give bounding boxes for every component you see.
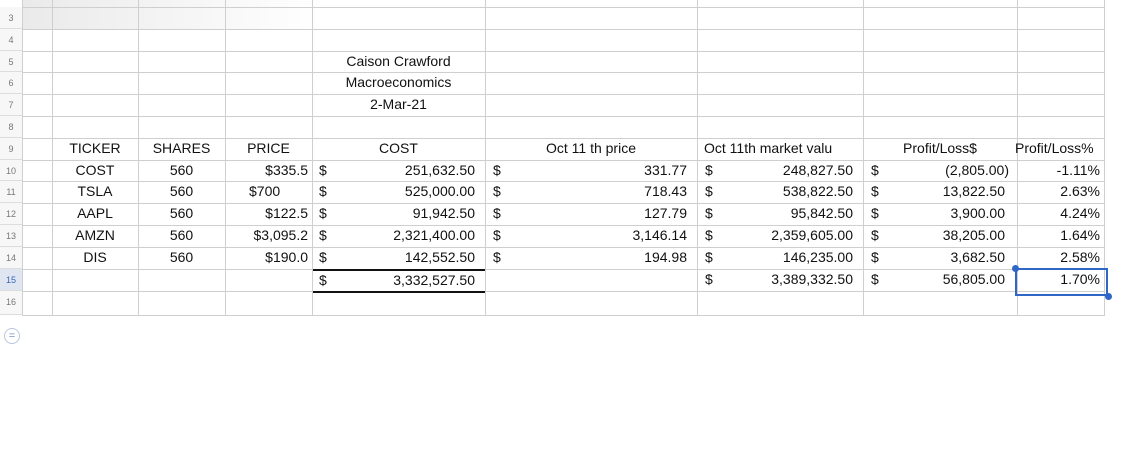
- header-cost[interactable]: COST: [379, 140, 418, 156]
- cell-ticker[interactable]: TSLA: [77, 183, 113, 199]
- currency-symbol: $: [319, 205, 327, 221]
- currency-symbol: $: [705, 183, 713, 199]
- cell-shares[interactable]: 560: [169, 205, 194, 221]
- row-header-16[interactable]: 16: [0, 291, 22, 315]
- cell-oct-price[interactable]: 127.79: [644, 205, 687, 221]
- currency-symbol: $: [705, 162, 713, 178]
- selected-cell-outline[interactable]: [1015, 268, 1108, 296]
- currency-symbol: $: [871, 249, 879, 265]
- currency-symbol: $: [871, 227, 879, 243]
- row-header-13[interactable]: 13: [0, 225, 22, 247]
- header-shares[interactable]: SHARES: [152, 140, 211, 156]
- grid-line: [22, 291, 1105, 292]
- currency-symbol: $: [871, 205, 879, 221]
- total-bottom-border: [313, 291, 485, 293]
- cell-oct-value[interactable]: 95,842.50: [790, 205, 853, 221]
- cell-profit-loss-pct[interactable]: 1.64%: [1060, 227, 1100, 243]
- row-header-10[interactable]: 10: [0, 160, 22, 181]
- cell-profit-loss[interactable]: 3,900.00: [950, 205, 1005, 221]
- row-header-6[interactable]: 6: [0, 72, 22, 94]
- currency-symbol: $: [319, 272, 327, 288]
- currency-symbol: $: [493, 162, 501, 178]
- currency-symbol: $: [705, 205, 713, 221]
- header-price[interactable]: PRICE: [247, 140, 290, 156]
- header-profit-loss-pct[interactable]: Profit/Loss%: [1015, 140, 1094, 156]
- student-name[interactable]: Caison Crawford: [346, 53, 451, 69]
- currency-symbol: $: [705, 249, 713, 265]
- cell-oct-price[interactable]: 3,146.14: [632, 227, 687, 243]
- row-header-4[interactable]: 4: [0, 29, 22, 51]
- header-oct-value[interactable]: Oct 11th market valu: [704, 140, 833, 156]
- cell-shares[interactable]: 560: [169, 183, 194, 199]
- equals-icon[interactable]: =: [4, 328, 20, 344]
- grid-line: [22, 315, 1105, 316]
- selection-handle-bottom[interactable]: [1105, 293, 1112, 300]
- total-profit-loss[interactable]: 56,805.00: [942, 271, 1005, 287]
- total-oct-value[interactable]: 3,389,332.50: [771, 271, 853, 287]
- cell-price[interactable]: $122.5: [265, 205, 308, 221]
- cell-profit-loss[interactable]: (2,805.00): [945, 162, 1009, 178]
- currency-symbol: $: [871, 162, 879, 178]
- top-blur: [22, 0, 322, 30]
- cell-ticker[interactable]: DIS: [83, 249, 107, 265]
- cell-profit-loss-pct[interactable]: 2.63%: [1060, 183, 1100, 199]
- currency-symbol: $: [319, 162, 327, 178]
- cell-profit-loss-pct[interactable]: 2.58%: [1060, 249, 1100, 265]
- cell-ticker[interactable]: AMZN: [75, 227, 115, 243]
- total-cost[interactable]: 3,332,527.50: [393, 272, 475, 288]
- grid-line: [22, 51, 1105, 52]
- cell-cost[interactable]: 251,632.50: [404, 162, 475, 178]
- currency-symbol: $: [871, 271, 879, 287]
- cell-oct-value[interactable]: 538,822.50: [782, 183, 853, 199]
- cell-profit-loss[interactable]: 38,205.00: [942, 227, 1005, 243]
- total-profit-loss-pct[interactable]: 1.70%: [1060, 271, 1100, 287]
- row-header-9[interactable]: 9: [0, 138, 22, 160]
- row-header-8[interactable]: 8: [0, 116, 22, 138]
- cell-profit-loss[interactable]: 3,682.50: [950, 249, 1005, 265]
- row-header-15[interactable]: 15: [0, 269, 22, 291]
- cell-price[interactable]: $335.5: [265, 162, 308, 178]
- cell-shares[interactable]: 560: [169, 162, 194, 178]
- grid-line: [22, 7, 1105, 8]
- cell-profit-loss[interactable]: 13,822.50: [942, 183, 1005, 199]
- report-date[interactable]: 2-Mar-21: [370, 96, 427, 112]
- cell-cost[interactable]: 91,942.50: [412, 205, 475, 221]
- cell-oct-value[interactable]: 248,827.50: [782, 162, 853, 178]
- course-name[interactable]: Macroeconomics: [345, 74, 452, 90]
- grid-line: [22, 29, 1105, 30]
- selection-handle-top[interactable]: [1012, 265, 1019, 272]
- cell-price[interactable]: $3,095.2: [253, 227, 308, 243]
- cell-cost[interactable]: 525,000.00: [404, 183, 475, 199]
- row-header-5[interactable]: 5: [0, 51, 22, 72]
- cell-price[interactable]: $190.0: [265, 249, 308, 265]
- cell-price[interactable]: $700: [249, 183, 281, 199]
- cell-cost[interactable]: 2,321,400.00: [393, 227, 475, 243]
- cell-shares[interactable]: 560: [169, 227, 194, 243]
- currency-symbol: $: [705, 227, 713, 243]
- cell-oct-price[interactable]: 718.43: [644, 183, 687, 199]
- currency-symbol: $: [705, 271, 713, 287]
- currency-symbol: $: [493, 227, 501, 243]
- row-header-12[interactable]: 12: [0, 203, 22, 225]
- cell-oct-value[interactable]: 2,359,605.00: [771, 227, 853, 243]
- grid-line: [22, 116, 1105, 117]
- row-header-7[interactable]: 7: [0, 94, 22, 116]
- currency-symbol: $: [493, 249, 501, 265]
- currency-symbol: $: [871, 183, 879, 199]
- currency-symbol: $: [319, 249, 327, 265]
- cell-oct-value[interactable]: 146,235.00: [782, 249, 853, 265]
- grid-line: [22, 72, 1105, 73]
- row-header-11[interactable]: 11: [0, 181, 22, 203]
- row-header-3[interactable]: 3: [0, 7, 22, 29]
- header-oct-price[interactable]: Oct 11 th price: [545, 140, 636, 156]
- grid-line: [22, 94, 1105, 95]
- cell-oct-price[interactable]: 331.77: [644, 162, 687, 178]
- cell-ticker[interactable]: COST: [75, 162, 115, 178]
- header-profit-loss[interactable]: Profit/Loss$: [903, 140, 977, 156]
- cell-profit-loss-pct[interactable]: 4.24%: [1060, 205, 1100, 221]
- cell-cost[interactable]: 142,552.50: [404, 249, 475, 265]
- currency-symbol: $: [493, 183, 501, 199]
- currency-symbol: $: [319, 183, 327, 199]
- cell-oct-price[interactable]: 194.98: [644, 249, 687, 265]
- cell-shares[interactable]: 560: [169, 249, 194, 265]
- header-ticker[interactable]: TICKER: [69, 140, 121, 156]
- cell-profit-loss-pct[interactable]: -1.11%: [1056, 162, 1100, 178]
- row-header-14[interactable]: 14: [0, 247, 22, 269]
- currency-symbol: $: [493, 205, 501, 221]
- grid-line: [22, 0, 23, 316]
- cell-ticker[interactable]: AAPL: [77, 205, 113, 221]
- currency-symbol: $: [319, 227, 327, 243]
